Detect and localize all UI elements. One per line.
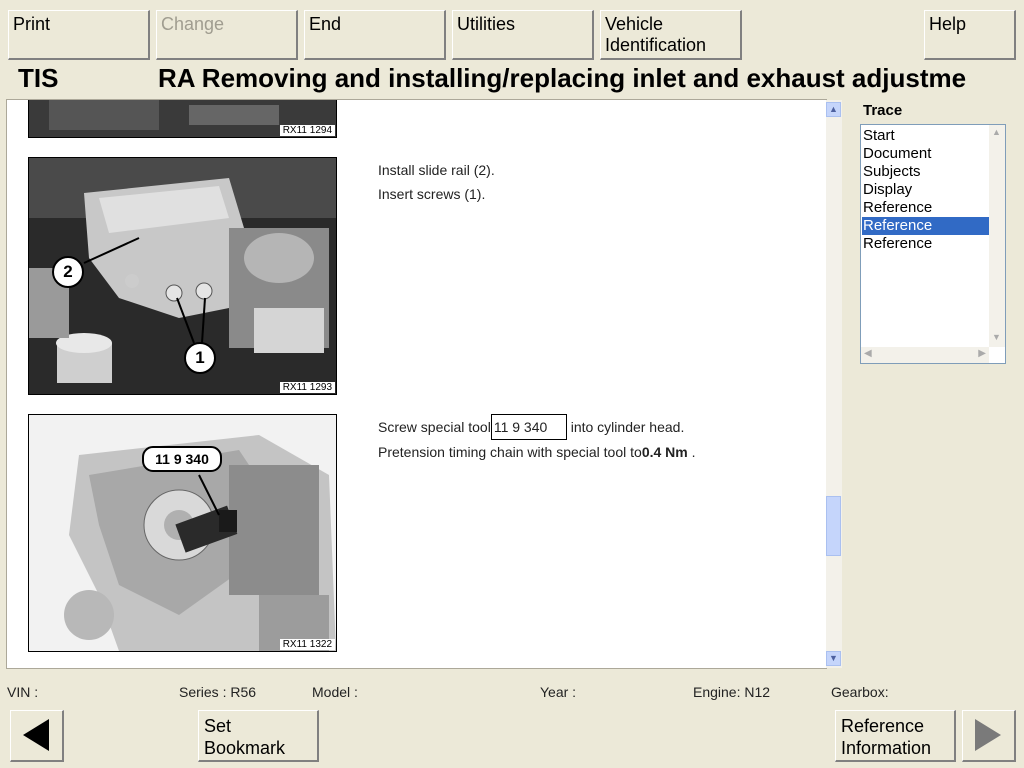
scroll-up-icon[interactable]: ▲ <box>826 102 841 117</box>
diagram-image-rx11-1293 <box>28 157 337 395</box>
model-field: Model : <box>312 684 358 700</box>
step-text: . <box>691 444 696 460</box>
engine-field: Engine: N12 <box>693 684 771 700</box>
vin-field: VIN : <box>7 684 39 700</box>
step-text: Screw special tool <box>378 419 491 435</box>
bookmark-label-line1: Set <box>204 716 232 736</box>
trace-item-start[interactable]: Start <box>863 127 895 144</box>
trace-item-subjects[interactable]: Subjects <box>863 163 921 180</box>
document-title: RA Removing and installing/replacing inlet and exhaust adjustme <box>158 63 967 93</box>
change-label: Change <box>161 14 225 34</box>
image-reference: RX11 1294 <box>280 125 335 136</box>
print-label: Print <box>13 14 51 34</box>
special-tool-link[interactable]: 11 9 340 <box>491 414 567 440</box>
callout-1: 1 <box>184 342 216 374</box>
trace-item-reference[interactable]: Reference <box>863 199 933 216</box>
reference-information-button[interactable] <box>835 710 956 762</box>
help-button[interactable] <box>924 10 1016 60</box>
trace-scroll-left-icon[interactable]: ◀ <box>864 348 872 359</box>
utilities-label: Utilities <box>457 14 516 34</box>
gearbox-field: Gearbox: <box>831 684 889 700</box>
utilities-button[interactable] <box>452 10 594 60</box>
year-field: Year : <box>540 684 577 700</box>
trace-item-reference-selected[interactable]: Reference <box>862 217 989 235</box>
image-reference: RX11 1293 <box>280 382 335 393</box>
title-bar <box>0 60 1024 96</box>
print-button[interactable] <box>8 10 150 60</box>
document-content[interactable] <box>6 99 827 669</box>
help-label: Help <box>929 14 967 34</box>
vehicle-identification-button[interactable] <box>600 10 742 60</box>
step-pretension-chain <box>378 414 696 464</box>
trace-scroll-right-icon[interactable]: ▶ <box>978 348 986 359</box>
image-reference: RX11 1322 <box>280 639 335 650</box>
trace-item-reference[interactable]: Reference <box>863 235 933 252</box>
set-bookmark-button[interactable] <box>198 710 319 762</box>
vehicle-id-label-line2: Identification <box>605 35 707 55</box>
step-install-slide-rail <box>378 158 495 206</box>
trace-vscroll[interactable] <box>989 125 1005 347</box>
vehicle-id-label-line1: Vehicle <box>605 14 664 34</box>
step-text: Pretension timing chain with special tool to <box>378 444 642 460</box>
left-arrow-icon <box>11 711 61 759</box>
end-label: End <box>309 14 342 34</box>
trace-scroll-down-icon[interactable]: ▼ <box>989 331 1004 346</box>
vehicle-status-bar <box>0 680 1024 704</box>
right-arrow-icon <box>963 711 1013 759</box>
end-button[interactable] <box>304 10 446 60</box>
content-scrollbar[interactable] <box>826 100 842 668</box>
callout-2: 2 <box>52 256 84 288</box>
bookmark-label-line2: Bookmark <box>204 738 286 758</box>
scroll-down-icon[interactable]: ▼ <box>826 651 841 666</box>
trace-hscroll[interactable] <box>861 347 989 363</box>
step-line: Install slide rail (2). <box>378 162 495 178</box>
step-text: into cylinder head. <box>570 419 685 435</box>
app-name: TIS <box>18 63 59 93</box>
change-button[interactable] <box>156 10 298 60</box>
diagram-image-rx11-1294 <box>28 100 337 138</box>
back-button[interactable] <box>10 710 64 762</box>
ref-info-label-line2: Information <box>841 738 932 758</box>
scroll-thumb[interactable] <box>826 496 841 556</box>
forward-button[interactable] <box>962 710 1016 762</box>
step-line <box>378 414 696 440</box>
trace-scroll-up-icon[interactable]: ▲ <box>989 126 1004 141</box>
ref-info-label-line1: Reference <box>841 716 925 736</box>
diagram-image-rx11-1322 <box>28 414 337 652</box>
trace-list[interactable] <box>860 124 1006 364</box>
step-line: Insert screws (1). <box>378 186 486 202</box>
series-field: Series : R56 <box>179 684 257 700</box>
callout-tool-11-9-340: 11 9 340 <box>142 446 222 472</box>
trace-item-document[interactable]: Document <box>863 145 932 162</box>
trace-label: Trace <box>863 102 903 119</box>
step-line <box>378 440 696 464</box>
torque-value: 0.4 Nm <box>641 444 688 460</box>
trace-item-display[interactable]: Display <box>863 181 913 198</box>
